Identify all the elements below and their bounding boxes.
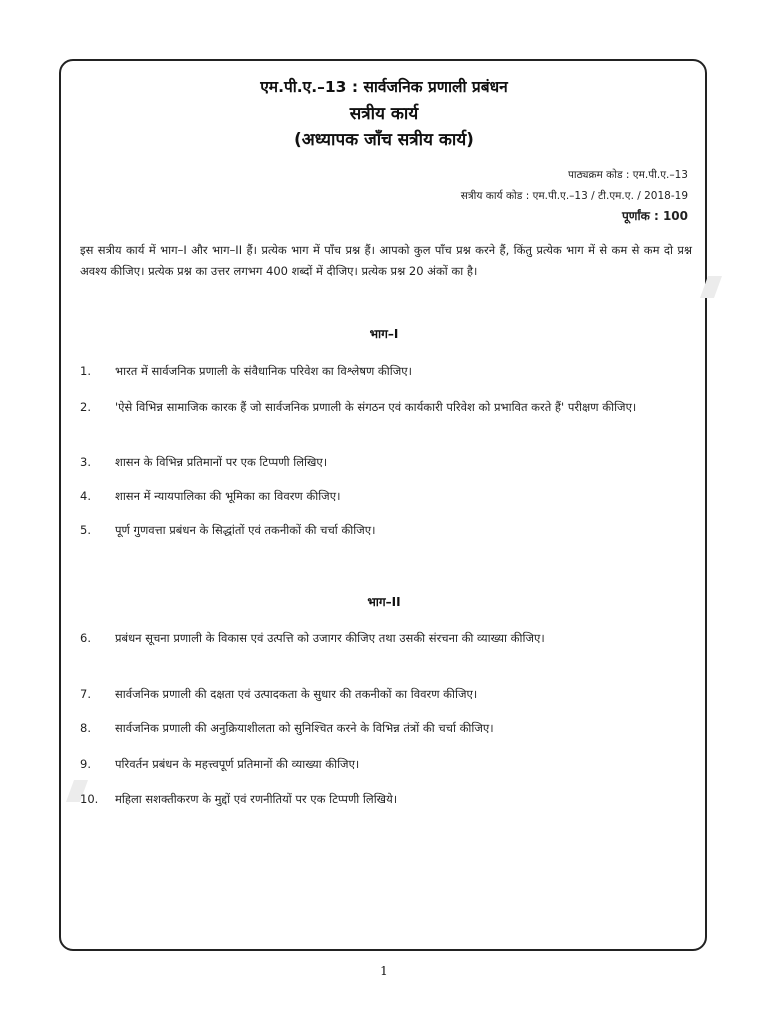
question-text: परिवर्तन प्रबंधन के महत्त्वपूर्ण प्रतिमानों की व्याख्या कीजिए। xyxy=(115,757,360,771)
question-number: 4. xyxy=(80,489,91,503)
part2-heading: भाग–II xyxy=(367,595,401,609)
page-number: 1 xyxy=(380,964,388,978)
question-number: 7. xyxy=(80,687,91,701)
question-item xyxy=(80,452,692,473)
course-code: पाठ्यक्रम कोड : एम.पी.ए.–13 xyxy=(567,169,688,181)
instructions-paragraph: इस सत्रीय कार्य में भाग–I और भाग–II हैं। प्रत्येक भाग में पाँच प्रश्न हैं। आपको कुल पाँच प्रश्न करने हैं, किंतु प्रत्येक भाग में से कम से कम दो प्रश्न अवश्य कीजिए। प्रत्येक प्रश्न का उत्तर लगभग 400 शब्दों में दीजिए। प्रत्येक प्रश्न 20 अंकों का है। xyxy=(80,243,692,278)
question-number: 3. xyxy=(80,455,91,469)
assignment-label: सत्रीय कार्य xyxy=(349,104,419,124)
question-item xyxy=(80,718,692,739)
question-text: सार्वजनिक प्रणाली की अनुक्रियाशीलता को सुनिश्चित करने के विभिन्न तंत्रों की चर्चा कीजिए। xyxy=(115,721,494,735)
question-text: भारत में सार्वजनिक प्रणाली के संवैधानिक परिवेश का विश्लेषण कीजिए। xyxy=(115,364,412,378)
question-number: 5. xyxy=(80,523,91,537)
course-title: एम.पी.ए.–13 : सार्वजनिक प्रणाली प्रबंधन xyxy=(260,78,508,96)
question-item xyxy=(80,684,692,705)
question-item xyxy=(80,361,692,382)
question-text: 'ऐसे विभिन्न सामाजिक कारक हैं जो सार्वजनिक प्रणाली के संगठन एवं कार्यकारी परिवेश को प्रभावित करते हैं' परीक्षण कीजिए। xyxy=(115,400,637,414)
question-text: प्रबंधन सूचना प्रणाली के विकास एवं उत्पत्ति को उजागर कीजिए तथा उसकी संरचना की व्याख्या कीजिए। xyxy=(115,631,545,645)
question-item xyxy=(80,754,692,775)
question-text: पूर्ण गुणवत्ता प्रबंधन के सिद्धांतों एवं तकनीकों की चर्चा कीजिए। xyxy=(115,523,376,537)
max-marks: पूर्णांक : 100 xyxy=(621,209,688,223)
part1-heading: भाग–I xyxy=(369,327,399,341)
question-number: 6. xyxy=(80,631,91,645)
question-number: 8. xyxy=(80,721,91,735)
question-item xyxy=(80,789,692,810)
question-item xyxy=(80,628,692,649)
question-text: महिला सशक्तीकरण के मुद्दों एवं रणनीतियों पर एक टिप्पणी लिखिये। xyxy=(115,792,398,806)
question-text: शासन में न्यायपालिका की भूमिका का विवरण कीजिए। xyxy=(115,489,341,503)
assignment-subtitle: (अध्यापक जाँच सत्रीय कार्य) xyxy=(294,130,474,150)
question-item xyxy=(80,486,692,507)
question-number: 9. xyxy=(80,757,91,771)
question-text: शासन के विभिन्न प्रतिमानों पर एक टिप्पणी लिखिए। xyxy=(115,455,328,469)
question-number: 1. xyxy=(80,364,91,378)
question-number: 2. xyxy=(80,400,91,414)
question-number: 10. xyxy=(80,792,99,806)
question-item xyxy=(80,520,692,541)
question-item xyxy=(80,397,692,418)
assignment-code: सत्रीय कार्य कोड : एम.पी.ए.–13 / टी.एम.ए. / 2018-19 xyxy=(460,190,688,202)
question-text: सार्वजनिक प्रणाली की दक्षता एवं उत्पादकता के सुधार की तकनीकों का विवरण कीजिए। xyxy=(115,687,478,701)
